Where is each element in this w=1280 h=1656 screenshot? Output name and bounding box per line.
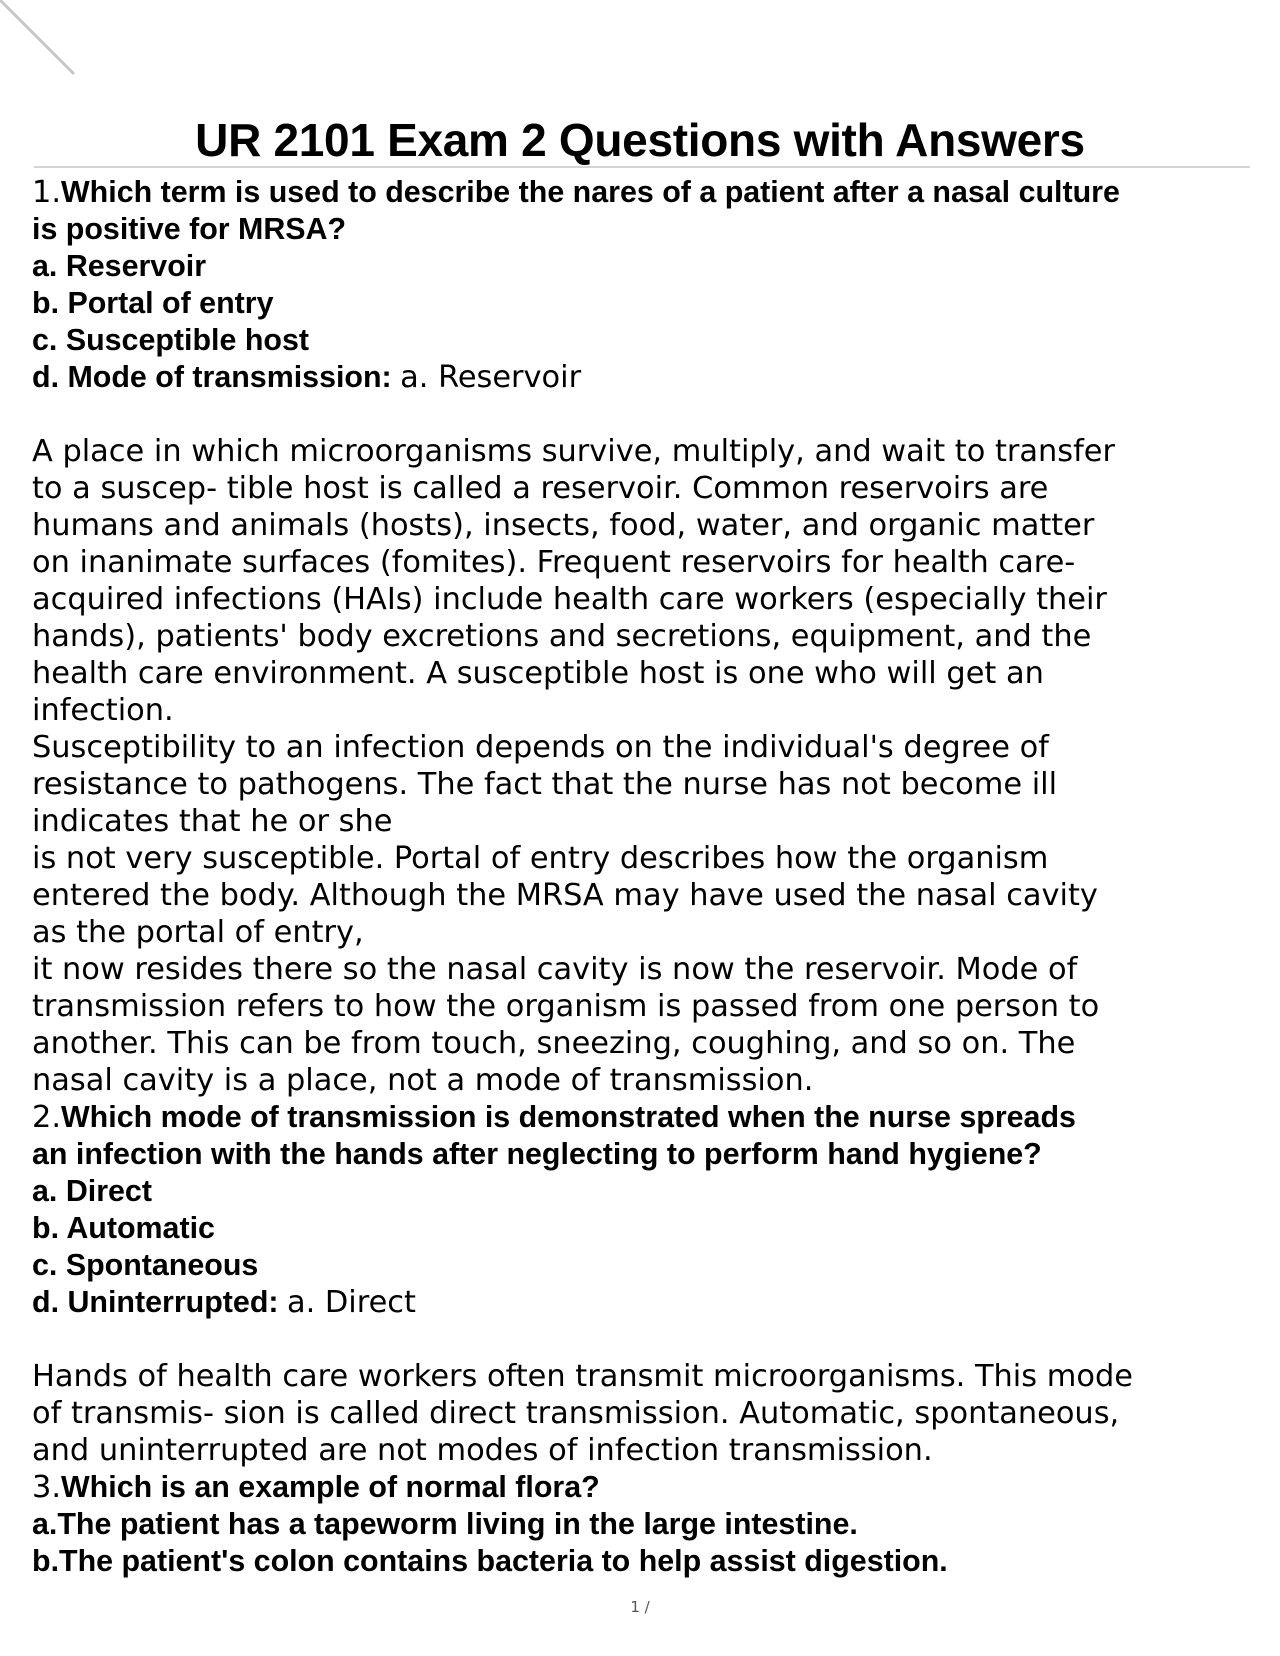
answer-option: c. Spontaneous	[32, 1248, 259, 1282]
correct-answer: a. Direct	[286, 1285, 416, 1320]
explanation-line: health care environment. A susceptible host is one who will get an	[32, 656, 1044, 691]
explanation-line: indicates that he or she	[32, 804, 393, 839]
explanation-line: acquired infections (HAIs) include health care workers (especially their	[32, 582, 1107, 617]
explanation-line: Hands of health care workers often transmit microorganisms. This mode	[32, 1359, 1133, 1394]
explanation-line: is not very susceptible. Portal of entry describes how the organism	[32, 841, 1049, 876]
answer-option: a. Direct	[32, 1174, 152, 1208]
answer-option: d. Mode of transmission: a. Reservoir	[32, 360, 582, 395]
document-body	[32, 174, 1254, 1580]
explanation-line: it now resides there so the nasal cavity is now the reservoir. Mode of	[32, 952, 1078, 987]
question-stem-line: 1.Which term is used to describe the nares of a patient after a nasal culture	[32, 175, 1120, 210]
answer-option: b. Portal of entry	[32, 286, 274, 320]
question-number: 2.	[32, 1100, 61, 1135]
question-2	[32, 1099, 1254, 1469]
explanation-line: hands), patients' body excretions and secretions, equipment, and the	[32, 619, 1092, 654]
question-number: 3.	[32, 1470, 61, 1505]
answer-option: a. Reservoir	[32, 249, 207, 283]
correct-answer: a. Reservoir	[400, 360, 582, 395]
answer-option: c. Susceptible host	[32, 323, 309, 357]
spacer	[32, 396, 1254, 433]
answer-option: b.The patient's colon contains bacteria to help assist digestion.	[32, 1544, 948, 1578]
explanation	[32, 1358, 1254, 1469]
explanation-line: and uninterrupted are not modes of infection transmission.	[32, 1433, 933, 1468]
explanation-line: infection.	[32, 693, 174, 728]
question-number: 1.	[32, 175, 61, 210]
question-3	[32, 1469, 1254, 1580]
explanation-line: A place in which microorganisms survive, multiply, and wait to transfer	[32, 434, 1115, 469]
answer-option: d. Uninterrupted: a. Direct	[32, 1285, 416, 1320]
answer-option: b. Automatic	[32, 1211, 215, 1245]
explanation-line: resistance to pathogens. The fact that the nurse has not become ill	[32, 767, 1058, 802]
explanation-line: to a suscep- tible host is called a reservoir. Common reservoirs are	[32, 471, 1049, 506]
explanation-line: humans and animals (hosts), insects, food, water, and organic matter	[32, 508, 1095, 543]
page-title: UR 2101 Exam 2 Questions with Answers	[195, 114, 1085, 166]
answer-option: a.The patient has a tapeworm living in the large intestine.	[32, 1507, 858, 1541]
title-divider	[34, 166, 1250, 168]
question-stem-line: is positive for MRSA?	[32, 212, 347, 246]
question-stem-line: 2.Which mode of transmission is demonstrated when the nurse spreads	[32, 1100, 1076, 1135]
explanation	[32, 433, 1254, 1099]
spacer	[32, 1321, 1254, 1358]
question-1	[32, 174, 1254, 1099]
explanation-line: as the portal of entry,	[32, 915, 364, 950]
explanation-line: on inanimate surfaces (fomites). Frequent reservoirs for health care-	[32, 545, 1076, 580]
explanation-line: of transmis- sion is called direct transmission. Automatic, spontaneous,	[32, 1396, 1120, 1431]
page-number: 1 /	[630, 1598, 650, 1616]
explanation-line: nasal cavity is a place, not a mode of transmission.	[32, 1063, 814, 1098]
corner-fold-mark	[0, 0, 80, 80]
question-stem-line: 3.Which is an example of normal flora?	[32, 1470, 600, 1505]
explanation-line: entered the body. Although the MRSA may have used the nasal cavity	[32, 878, 1098, 913]
explanation-line: Susceptibility to an infection depends on the individual's degree of	[32, 730, 1049, 765]
explanation-line: another. This can be from touch, sneezing, coughing, and so on. The	[32, 1026, 1076, 1061]
question-stem-line: an infection with the hands after neglecting to perform hand hygiene?	[32, 1137, 1042, 1171]
explanation-line: transmission refers to how the organism is passed from one person to	[32, 989, 1100, 1024]
